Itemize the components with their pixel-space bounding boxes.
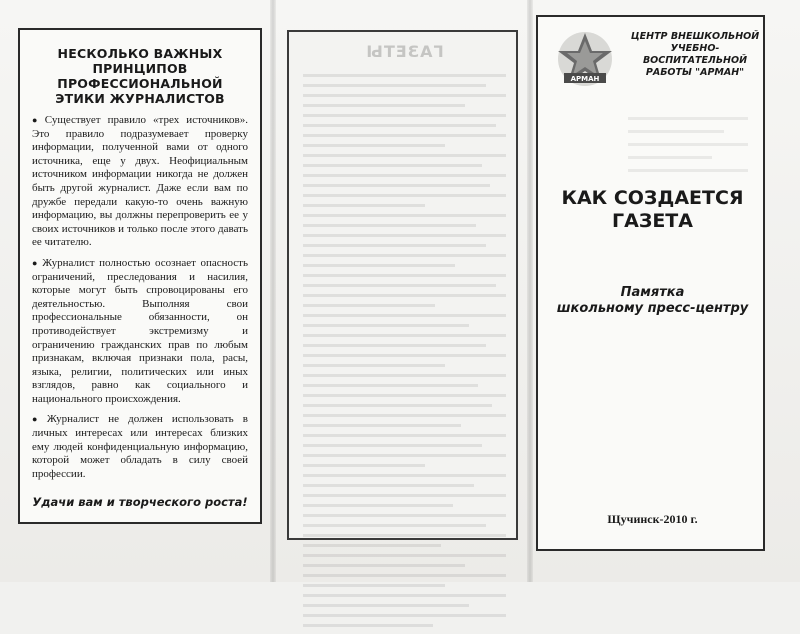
subtitle-line: школьному пресс-центру	[556, 301, 749, 316]
organization-line: ВОСПИТАТЕЛЬНОЙ	[642, 55, 748, 66]
brochure-subtitle	[546, 285, 759, 317]
bullet-icon: ●	[32, 414, 44, 425]
brochure-title	[546, 187, 759, 233]
principles-title-line: НЕСКОЛЬКО ВАЖНЫХ	[57, 46, 223, 61]
principle-item	[32, 413, 248, 481]
bullet-icon: ●	[32, 257, 40, 268]
principle-text: Существует правило «трех источников». Это правило подразумевает проверку информации, полученной вами от одного источника, еще у двух. Неофициальным источником информации никогда не должен быть другой журналист. Даже если вам по дружбе передали какую-то очень важную информацию, вы должны перепроверить ее у своих источников и только после этого давать ее читателю.	[32, 114, 248, 249]
bullet-icon: ●	[32, 115, 42, 125]
principles-title	[32, 46, 248, 106]
ghost-title: ГАЗЕТЫ	[365, 42, 444, 61]
header-block	[546, 25, 760, 95]
star-logo-icon	[550, 29, 620, 89]
ghost-text-block	[628, 117, 748, 182]
principle-text: Журналист полностью осознает опасность ограничений, преследования и насилия, которые могут быть спровоцированы его деятельностью. Выполняя свои профессиональные обязанности, он противодействует экстремизму и ограничению гражданских прав по любым признакам, включая признаки пола, расы, языка, религии, политических или иных взглядов, равно как социального и национального происхождения.	[32, 256, 249, 405]
title-line: ГАЗЕТА	[612, 210, 693, 232]
cover-panel	[536, 15, 765, 551]
fold-line-right	[527, 0, 533, 582]
organization-name	[626, 31, 764, 79]
place-and-year: Щучинск-2010 г.	[607, 512, 698, 526]
principles-title-line: ПРИНЦИПОВ	[92, 61, 188, 76]
fold-line-left	[270, 0, 276, 582]
title-line: КАК СОЗДАЕТСЯ	[561, 187, 744, 209]
principle-item	[32, 114, 248, 250]
ghost-text-block	[303, 74, 506, 634]
subtitle-line: Памятка	[620, 285, 685, 300]
logo-text: АРМАН	[570, 75, 600, 83]
organization-line: УЧЕБНО-	[670, 43, 720, 54]
back-panel	[287, 30, 518, 540]
principles-title-line: ПРОФЕССИОНАЛЬНОЙ	[57, 76, 223, 91]
principle-text: Журналист не должен использовать в личных интересах или интересах близких ему людей конфиденциальную информацию, которой может обладать в силу своей профессии.	[32, 413, 248, 480]
organization-line: РАБОТЫ "АРМАН"	[645, 67, 745, 78]
organization-line: ЦЕНТР ВНЕШКОЛЬНОЙ	[630, 31, 760, 42]
principles-panel	[18, 28, 262, 524]
principle-item	[32, 257, 248, 407]
principles-title-line: ЭТИКИ ЖУРНАЛИСТОВ	[55, 91, 225, 106]
closing-wish: Удачи вам и творческого роста!	[32, 495, 248, 510]
